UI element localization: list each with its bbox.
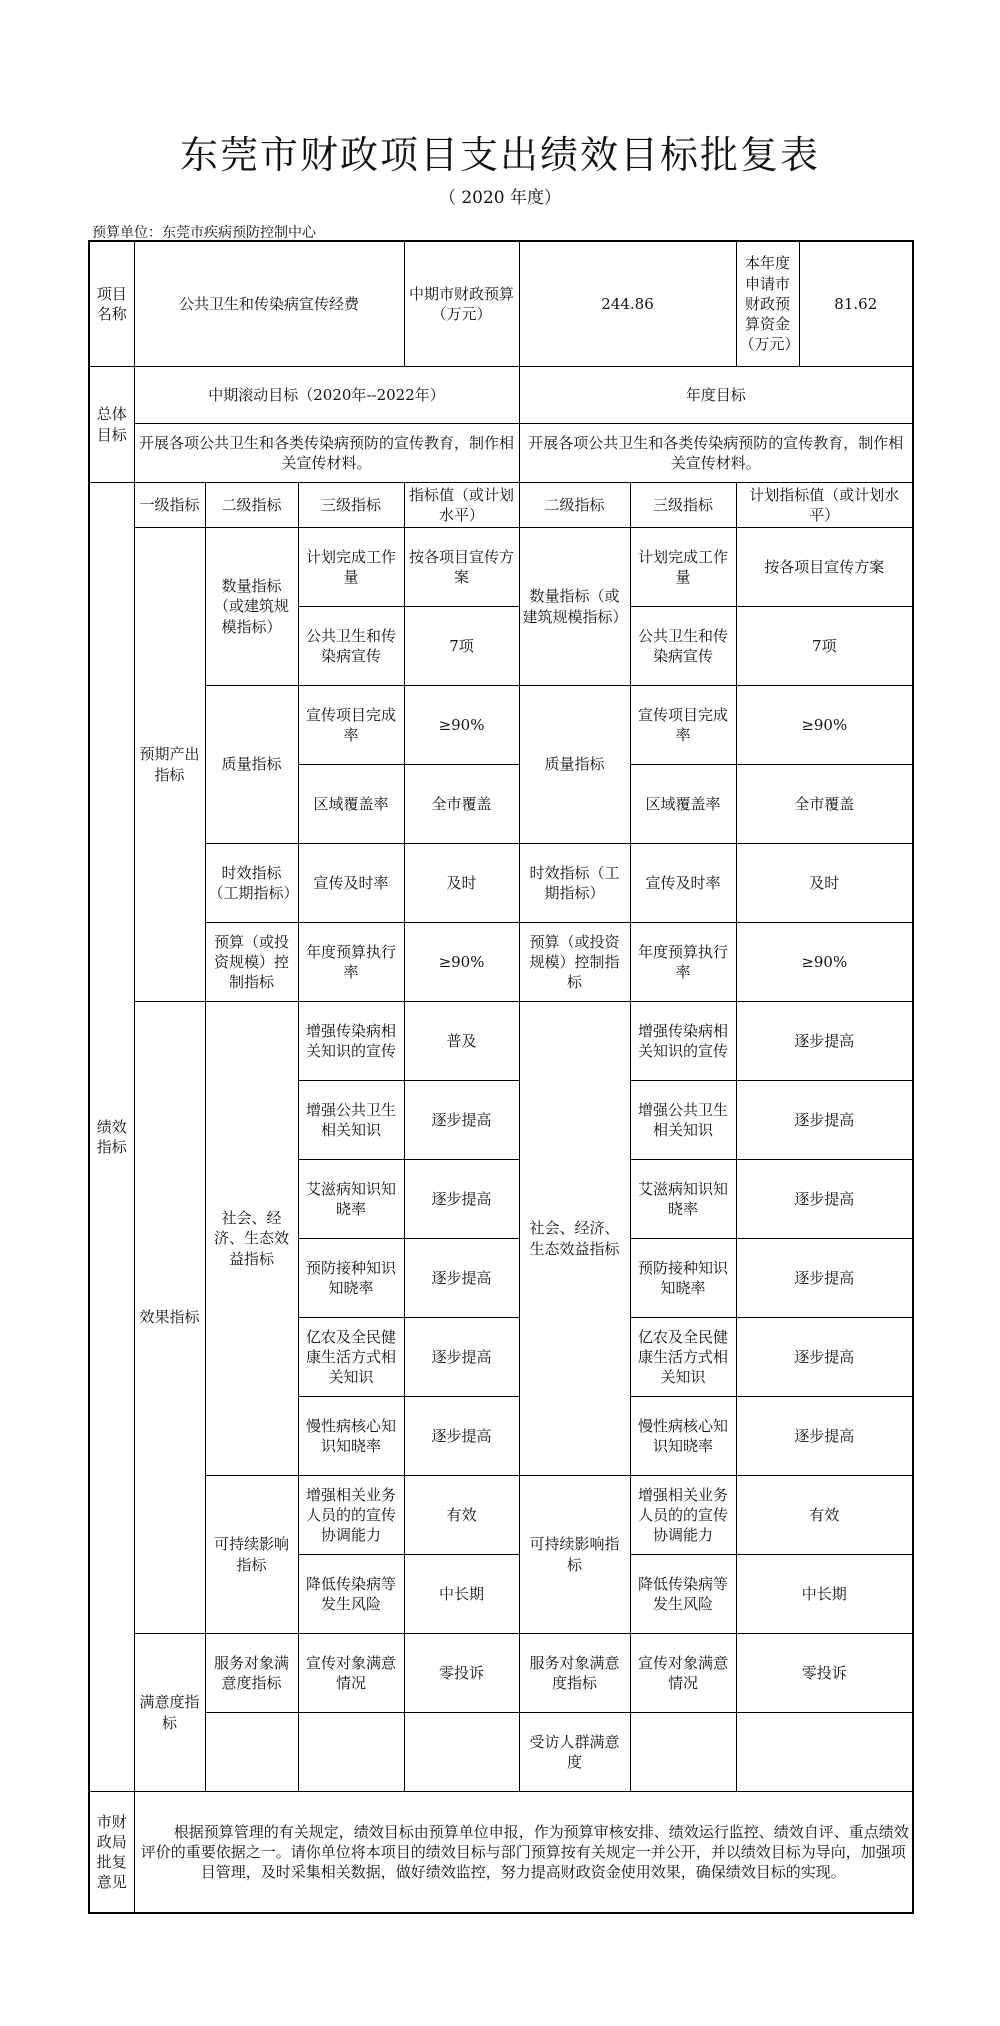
- annual-level3-cell: [630, 1713, 736, 1792]
- annual-goal-header: 年度目标: [519, 367, 913, 424]
- approval-row: [89, 1792, 913, 1914]
- annual-level3-cell: 增强相关业务人员的的宣传协调能力: [630, 1476, 736, 1555]
- annual-level3-cell: 年度预算执行率: [630, 923, 736, 1002]
- level3-cell: 亿农及全民健康生活方式相关知识: [298, 1318, 404, 1397]
- level3-cell: 慢性病核心知识知晓率: [298, 1397, 404, 1476]
- header-value: 指标值（或计划水平）: [404, 483, 519, 528]
- project-name: 公共卫生和传染病宣传经费: [134, 241, 404, 367]
- mid-budget-label: 中期市财政预算（万元）: [404, 241, 519, 367]
- value-cell: 中长期: [404, 1555, 519, 1634]
- table-row: [89, 528, 913, 607]
- annual-level3-cell: 计划完成工作量: [630, 528, 736, 607]
- goals-content-row: [89, 424, 913, 483]
- annual-level3-cell: 亿农及全民健康生活方式相关知识: [630, 1318, 736, 1397]
- level2-service-satisfaction: 服务对象满意度指标: [205, 1634, 298, 1713]
- header-annual-level3: 三级指标: [630, 483, 736, 528]
- approval-text: 根据预算管理的有关规定，绩效目标由预算单位申报，作为预算审核安排、绩效运行监控、绩效自评、重点绩效评价的重要依据之一。请你单位将本项目的绩效目标与部门预算按有关规定一并公开，并以绩效目标为导向，加强项目管理，及时采集相关数据，做好绩效监控，努力提高财政资金使用效果，确保绩效目标的实现。: [134, 1792, 913, 1914]
- level2-empty-cell: [205, 1713, 298, 1792]
- table-row: [89, 844, 913, 923]
- annual-level3-cell: 宣传对象满意情况: [630, 1634, 736, 1713]
- annual-value-cell: 逐步提高: [736, 1397, 913, 1476]
- level3-cell: 公共卫生和传染病宣传: [298, 607, 404, 686]
- level2-social-benefit: 社会、经济、生态效益指标: [205, 1002, 298, 1476]
- level2-quantity: 数量指标（或建筑规模指标）: [205, 528, 298, 686]
- annual-value-cell: 有效: [736, 1476, 913, 1555]
- mid-term-goal-header: 中期滚动目标（2020年--2022年）: [134, 367, 519, 424]
- header-level1: 一级指标: [134, 483, 205, 528]
- budget-unit: 预算单位：东莞市疾病预防控制中心: [92, 225, 316, 241]
- annual-value-cell: 逐步提高: [736, 1081, 913, 1160]
- table-row: [89, 1476, 913, 1555]
- value-cell: ≥90%: [404, 923, 519, 1002]
- level3-cell: 宣传对象满意情况: [298, 1634, 404, 1713]
- annual-level3-cell: 公共卫生和传染病宣传: [630, 607, 736, 686]
- value-cell: 及时: [404, 844, 519, 923]
- annual-level3-cell: 增强传染病相关知识的宣传: [630, 1002, 736, 1081]
- value-cell: [404, 1713, 519, 1792]
- level2-quality: 质量指标: [205, 686, 298, 844]
- annual-value-cell: [736, 1713, 913, 1792]
- annual-level3-cell: 增强公共卫生相关知识: [630, 1081, 736, 1160]
- value-cell: 逐步提高: [404, 1081, 519, 1160]
- value-cell: 7项: [404, 607, 519, 686]
- mid-budget-value: 244.86: [519, 241, 736, 367]
- annual-level3-cell: 宣传项目完成率: [630, 686, 736, 765]
- annual-value-cell: 全市覆盖: [736, 765, 913, 844]
- project-row: [89, 241, 913, 367]
- level1-output: 预期产出指标: [134, 528, 205, 1002]
- value-cell: 逐步提高: [404, 1160, 519, 1239]
- indicators-label: 绩效指标: [89, 483, 134, 1792]
- annual-value-cell: 逐步提高: [736, 1318, 913, 1397]
- annual-level3-cell: 降低传染病等发生风险: [630, 1555, 736, 1634]
- table-row: [89, 1713, 913, 1792]
- annual-value-cell: 零投诉: [736, 1634, 913, 1713]
- value-cell: 逐步提高: [404, 1239, 519, 1318]
- level3-cell: 年度预算执行率: [298, 923, 404, 1002]
- annual-value-cell: ≥90%: [736, 923, 913, 1002]
- value-cell: ≥90%: [404, 686, 519, 765]
- header-annual-value: 计划指标值（或计划水平）: [736, 483, 913, 528]
- annual-level3-cell: 区域覆盖率: [630, 765, 736, 844]
- level2-timeliness: 时效指标（工期指标）: [205, 844, 298, 923]
- annual-level2-timeliness: 时效指标（工期指标）: [519, 844, 630, 923]
- table-row: [89, 686, 913, 765]
- annual-level2-quality: 质量指标: [519, 686, 630, 844]
- level2-budget-control: 预算（或投资规模）控制指标: [205, 923, 298, 1002]
- annual-budget-value: 81.62: [799, 241, 913, 367]
- level3-cell: 计划完成工作量: [298, 528, 404, 607]
- goals-label: 总体目标: [89, 367, 134, 483]
- value-cell: 普及: [404, 1002, 519, 1081]
- project-name-label: 项目名称: [89, 241, 134, 367]
- annual-level2-sustainability: 可持续影响指标: [519, 1476, 630, 1634]
- annual-value-cell: 逐步提高: [736, 1239, 913, 1318]
- annual-value-cell: 逐步提高: [736, 1160, 913, 1239]
- page-title: 东莞市财政项目支出绩效目标批复表: [179, 133, 820, 177]
- level3-cell: 预防接种知识知晓率: [298, 1239, 404, 1318]
- annual-level2-respondent-satisfaction: 受访人群满意度: [519, 1713, 630, 1792]
- header-level3: 三级指标: [298, 483, 404, 528]
- mid-term-goal-text: 开展各项公共卫生和各类传染病预防的宣传教育，制作相关宣传材料。: [134, 424, 519, 483]
- table-row: [89, 923, 913, 1002]
- annual-value-cell: 中长期: [736, 1555, 913, 1634]
- annual-budget-label: 本年度申请市财政预算资金（万元）: [736, 241, 799, 367]
- level3-cell: 降低传染病等发生风险: [298, 1555, 404, 1634]
- level2-sustainability: 可持续影响指标: [205, 1476, 298, 1634]
- annual-level2-service-satisfaction: 服务对象满意度指标: [519, 1634, 630, 1713]
- value-cell: 有效: [404, 1476, 519, 1555]
- annual-level3-cell: 宣传及时率: [630, 844, 736, 923]
- annual-level2-social-benefit: 社会、经济、生态效益指标: [519, 1002, 630, 1476]
- annual-level3-cell: 慢性病核心知识知晓率: [630, 1397, 736, 1476]
- table-row: [89, 1634, 913, 1713]
- level3-cell: 宣传项目完成率: [298, 686, 404, 765]
- annual-goal-text: 开展各项公共卫生和各类传染病预防的宣传教育，制作相关宣传材料。: [519, 424, 913, 483]
- level3-cell: 增强传染病相关知识的宣传: [298, 1002, 404, 1081]
- performance-table: [88, 240, 914, 1914]
- annual-value-cell: 逐步提高: [736, 1002, 913, 1081]
- header-level2: 二级指标: [205, 483, 298, 528]
- header-annual-level2: 二级指标: [519, 483, 630, 528]
- value-cell: 逐步提高: [404, 1397, 519, 1476]
- annual-value-cell: 按各项目宣传方案: [736, 528, 913, 607]
- annual-level2-quantity: 数量指标（或建筑规模指标）: [519, 528, 630, 686]
- value-cell: 全市覆盖: [404, 765, 519, 844]
- goals-header-row: [89, 367, 913, 424]
- level1-satisfaction: 满意度指标: [134, 1634, 205, 1792]
- annual-value-cell: 7项: [736, 607, 913, 686]
- value-cell: 按各项目宣传方案: [404, 528, 519, 607]
- table-row: [89, 1002, 913, 1081]
- annual-level2-budget-control: 预算（或投资规模）控制指标: [519, 923, 630, 1002]
- value-cell: 逐步提高: [404, 1318, 519, 1397]
- level3-cell: 增强相关业务人员的的宣传协调能力: [298, 1476, 404, 1555]
- annual-value-cell: ≥90%: [736, 686, 913, 765]
- indicator-header-row: [89, 483, 913, 528]
- level3-cell: 增强公共卫生相关知识: [298, 1081, 404, 1160]
- level3-cell: [298, 1713, 404, 1792]
- annual-level3-cell: 艾滋病知识知晓率: [630, 1160, 736, 1239]
- level1-effect: 效果指标: [134, 1002, 205, 1634]
- level3-cell: 艾滋病知识知晓率: [298, 1160, 404, 1239]
- level3-cell: 区域覆盖率: [298, 765, 404, 844]
- level3-cell: 宣传及时率: [298, 844, 404, 923]
- value-cell: 零投诉: [404, 1634, 519, 1713]
- year-label: （ 2020 年度）: [438, 188, 562, 208]
- annual-value-cell: 及时: [736, 844, 913, 923]
- annual-level3-cell: 预防接种知识知晓率: [630, 1239, 736, 1318]
- approval-label: 市财政局批复意见: [89, 1792, 134, 1914]
